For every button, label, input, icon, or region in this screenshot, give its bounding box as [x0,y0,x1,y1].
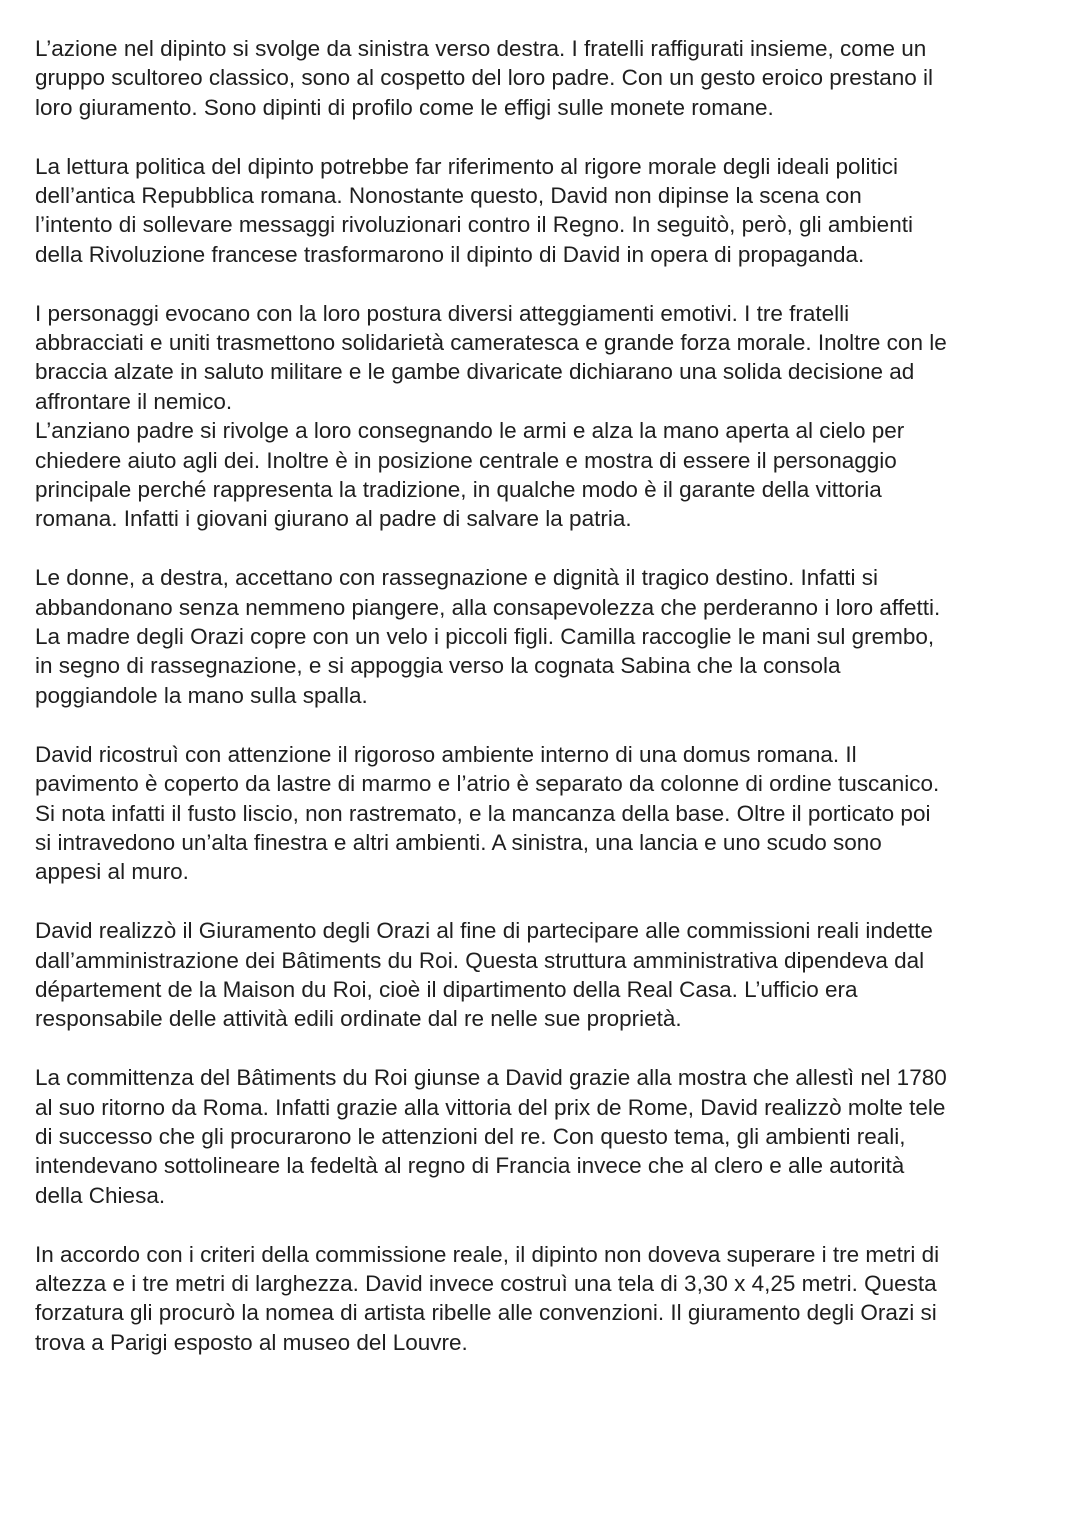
paragraph-1 [35,34,1065,122]
text-line: chiedere aiuto agli dei. Inoltre è in posizione centrale e mostra di essere il personaggio [35,447,897,473]
text-line: loro giuramento. Sono dipinti di profilo come le effigi sulle monete romane. [35,94,774,120]
text-line: La committenza del Bâtiments du Roi giunse a David grazie alla mostra che allestì nel 1780 [35,1065,947,1091]
paragraph-spacer [35,1210,1065,1239]
text-line: L’azione nel dipinto si svolge da sinistra verso destra. I fratelli raffigurati insieme, come un [35,36,927,61]
paragraph-spacer [35,710,1065,739]
text-line: David realizzò il Giuramento degli Orazi al fine di partecipare alle commissioni reali indette [35,918,933,944]
paragraph-7 [35,1063,1065,1210]
text-line: L’anziano padre si rivolge a loro consegnando le armi e alza la mano aperta al cielo per [35,418,905,444]
paragraph-spacer [35,534,1065,563]
text-line: La madre degli Orazi copre con un velo i piccoli figli. Camilla raccoglie le mani sul grembo, [35,624,935,650]
paragraph-6 [35,916,1065,1034]
text-line: della Rivoluzione francese trasformarono il dipinto di David in opera di propaganda. [35,241,865,267]
text-line: al suo ritorno da Roma. Infatti grazie alla vittoria del prix de Rome, David realizzò molte tele [35,1094,946,1120]
text-line: appesi al muro. [35,859,189,885]
text-line: altezza e i tre metri di larghezza. David invece costruì una tela di 3,30 x 4,25 metri. Questa [35,1270,937,1296]
paragraph-spacer [35,269,1065,298]
text-line: abbracciati e uniti trasmettono solidarietà cameratesca e grande forza morale. Inoltre con le [35,330,947,356]
paragraph-spacer [35,1034,1065,1063]
paragraph-spacer [35,122,1065,151]
paragraph-5 [35,740,1065,887]
paragraph-2 [35,152,1065,270]
paragraph-8 [35,1240,1065,1358]
text-line: département de la Maison du Roi, cioè il dipartimento della Real Casa. L’ufficio era [35,976,858,1002]
text-line: David ricostruì con attenzione il rigoroso ambiente interno di una domus romana. Il [35,741,857,767]
text-line: romana. Infatti i giovani giurano al padre di salvare la patria. [35,506,632,532]
text-line: gruppo scultoreo classico, sono al cospetto del loro padre. Con un gesto eroico prestano il [35,65,934,91]
text-line: di successo che gli procurarono le attenzioni del re. Con questo tema, gli ambienti reali, [35,1123,906,1149]
text-line: forzatura gli procurò la nomea di artista ribelle alle convenzioni. Il giuramento degli Orazi si [35,1300,937,1326]
text-line: responsabile delle attività edili ordinate dal re nelle sue proprietà. [35,1006,682,1032]
paragraph-spacer [35,887,1065,916]
text-line: pavimento è coperto da lastre di marmo e l’atrio è separato da colonne di ordine tuscanico. [35,771,940,797]
text-line: l’intento di sollevare messaggi rivoluzionari contro il Regno. In seguitò, però, gli ambienti [35,212,913,238]
text-line: abbandonano senza nemmeno piangere, alla consapevolezza che perderanno i loro affetti. [35,594,941,620]
text-line: dell’antica Repubblica romana. Nonostante questo, David non dipinse la scena con [35,183,862,209]
paragraph-3 [35,299,1065,534]
text-line: La lettura politica del dipinto potrebbe far riferimento al rigore morale degli ideali politici [35,153,898,179]
text-line: in segno di rassegnazione, e si appoggia verso la cognata Sabina che la consola [35,653,841,679]
paragraph-4 [35,563,1065,710]
text-line: della Chiesa. [35,1182,166,1208]
text-line: braccia alzate in saluto militare e le gambe divaricate dichiarano una solida decisione ad [35,359,915,385]
text-line: trova a Parigi esposto al museo del Louvre. [35,1329,468,1355]
text-line: In accordo con i criteri della commissione reale, il dipinto non doveva superare i tre metri di [35,1241,940,1267]
text-line: Le donne, a destra, accettano con rassegnazione e dignità il tragico destino. Infatti si [35,565,879,591]
text-line: intendevano sottolineare la fedeltà al regno di Francia invece che al clero e alle autorità [35,1153,905,1179]
text-line: Si nota infatti il fusto liscio, non rastremato, e la mancanza della base. Oltre il porticato poi [35,800,931,826]
text-line: I personaggi evocano con la loro postura diversi atteggiamenti emotivi. I tre fratelli [35,300,850,326]
text-line: poggiandole la mano sulla spalla. [35,682,368,708]
text-line: si intravedono un’alta finestra e altri ambienti. A sinistra, una lancia e uno scudo sono [35,829,882,855]
text-line: dall’amministrazione dei Bâtiments du Roi. Questa struttura amministrativa dipendeva dal [35,947,925,973]
text-line: affrontare il nemico. [35,388,233,414]
document-page [35,34,1065,1357]
text-line: principale perché rappresenta la tradizione, in qualche modo è il garante della vittoria [35,477,882,503]
